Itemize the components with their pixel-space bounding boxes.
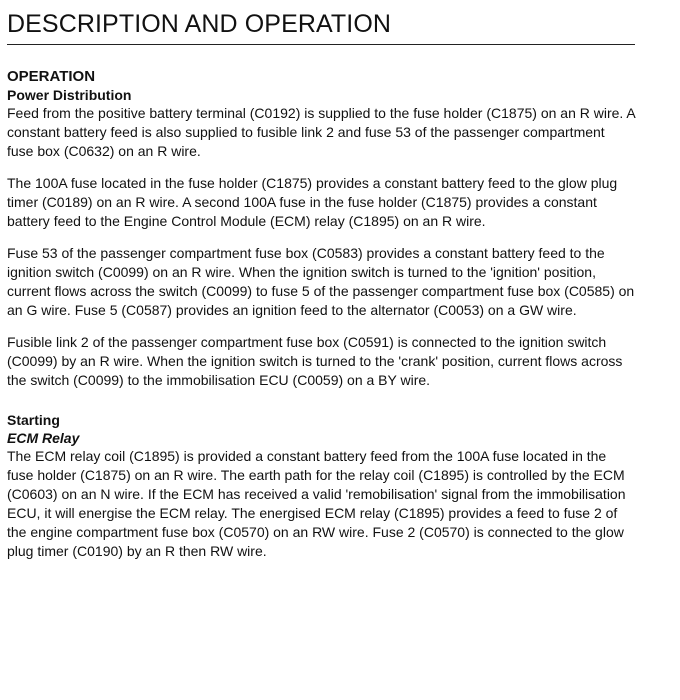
document-page <box>7 8 635 561</box>
paragraph-power-3: Fuse 53 of the passenger compartment fuse box (C0583) provides a constant battery feed to the ignition switch (C0099) on an R wire. When the ignition switch is turned to the 'ignition' position, current flows across the switch (C0099) to fuse 5 of the passenger compartment fuse box (C0585) on an G wire. Fuse 5 (C0587) provides an ignition feed to the alternator (C0053) on a GW wire. <box>7 245 635 318</box>
section-heading-operation: OPERATION <box>7 68 96 85</box>
subheading-starting: Starting <box>7 412 60 428</box>
paragraph-power-2: The 100A fuse located in the fuse holder (C1875) provides a constant battery feed to the glow plug timer (C0189) on an R wire. A second 100A fuse in the fuse holder (C1875) provides a constant battery feed to the Engine Control Module (ECM) relay (C1895) on an R wire. <box>7 175 618 229</box>
paragraph-power-1: Feed from the positive battery terminal (C0192) is supplied to the fuse holder (C1875) on an R wire. A constant battery feed is also supplied to fusible link 2 and fuse 53 of the passenger compartment fuse box (C0632) on an R wire. <box>7 105 635 159</box>
subheading-ecm-relay: ECM Relay <box>7 430 80 446</box>
paragraph-power-4: Fusible link 2 of the passenger compartment fuse box (C0591) is connected to the ignition switch (C0099) by an R wire. When the ignition switch is turned to the 'crank' position, current flows across the switch (C0099) to the immobilisation ECU (C0059) on a BY wire. <box>7 334 623 388</box>
page-title: DESCRIPTION AND OPERATION <box>7 8 635 45</box>
section-operation <box>7 67 635 390</box>
subheading-power-distribution: Power Distribution <box>7 87 132 103</box>
section-starting <box>7 411 635 561</box>
paragraph-ecm-relay: The ECM relay coil (C1895) is provided a constant battery feed from the 100A fuse located in the fuse holder (C1875) on an R wire. The earth path for the relay coil (C1895) is controlled by the ECM (C0603) on an N wire. If the ECM has received a valid 'remobilisation' signal from the immobilisation ECU, it will energise the ECM relay. The energised ECM relay (C1895) provides a feed to fuse 2 of the engine compartment fuse box (C0570) on an RW wire. Fuse 2 (C0570) is connected to the glow plug timer (C0190) by an R then RW wire. <box>7 448 626 559</box>
